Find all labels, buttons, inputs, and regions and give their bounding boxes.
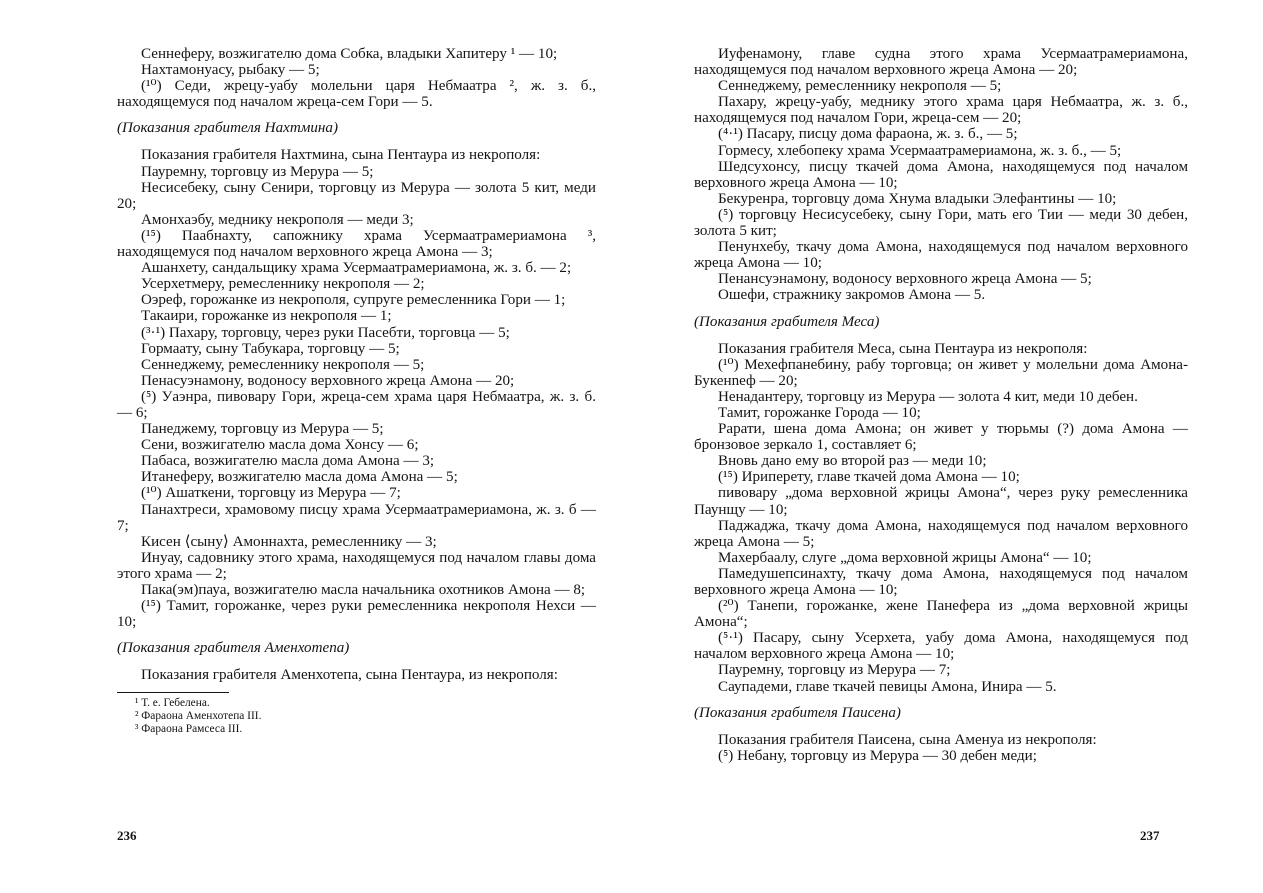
section-heading: (Показания грабителя Нахтмина) [117, 120, 338, 137]
text-line: Показания грабителя Меса, сына Пентаура из некрополя: [718, 340, 1088, 357]
text-line: Панеджему, торговцу из Мерура — 5; [141, 421, 384, 438]
text-line: Гормесу, хлебопеку храма Усермаатрамериамона, ж. з. б., — 5; [718, 142, 1122, 159]
text-line: (⁵·¹) Пасару, сыну Усерхета, уабу дома Амона, находящемуся под началом верховного жреца Амона — 10; [694, 630, 1188, 663]
footnote: ³ Фараона Рамсеса III. [135, 723, 243, 736]
text-line: Такаири, горожанке из некрополя — 1; [141, 308, 392, 325]
text-line: Тамит, горожанке Города — 10; [718, 404, 921, 421]
text-line: Шедсухонсу, писцу ткачей дома Амона, находящемуся под началом верховного жреца Амона — 10; [694, 158, 1188, 191]
text-line: (¹⁰) Мехефпанебину, рабу торговца; он живет у молельни дома Амона-Букенnеф — 20; [694, 356, 1188, 389]
section-heading: (Показания грабителя Аменхотепа) [117, 640, 350, 657]
footnote-divider [117, 692, 229, 693]
text-line: Пенансуэнамону, водоносу верховного жреца Амона — 5; [718, 271, 1092, 288]
text-line: Панахтреси, храмовому писцу храма Усермаатрамериамона, ж. з. б — 7; [117, 501, 596, 534]
text-line: (¹⁰) Ашаткени, торговцу из Мерура — 7; [141, 485, 401, 502]
text-line: Сеннеджему, ремесленнику некрополя — 5; [718, 78, 1002, 95]
text-line: Рарати, шена дома Амона; он живет у тюрьмы (?) дома Амона — бронзовое зеркало 1, составляет 6; [694, 421, 1188, 454]
text-line: Паджаджа, ткачу дома Амона, находящемуся под началом верховного жреца Амона — 5; [694, 517, 1188, 550]
text-line: Ошефи, стражнику закромов Амона — 5. [718, 287, 986, 304]
left-page [0, 0, 631, 893]
section-heading: (Показания грабителя Меса) [694, 313, 880, 330]
text-line: (¹⁰) Седи, жрецу-уабу молельни царя Небмаатра ², ж. з. б., находящемуся под началом жреца-сем Гори — 5. [117, 78, 596, 111]
text-line: Показания грабителя Паисена, сына Аменуа из некрополя: [718, 731, 1097, 748]
text-line: Саупадеми, главе ткачей певицы Амона, Инира — 5. [718, 678, 1057, 695]
text-line: (³·¹) Пахару, торговцу, через руки Пасебти, торговца — 5; [141, 324, 510, 341]
text-line: Пауремну, торговцу из Мерура — 5; [141, 163, 374, 180]
text-line: Гормаату, сыну Табукара, торговцу — 5; [141, 340, 400, 357]
text-line: Показания грабителя Нахтмина, сына Пентаура из некрополя: [141, 147, 541, 164]
text-line: (¹⁵) Паабнахту, сапожнику храма Усермаатрамериамона ³, находящемуся под началом верховного жреца Амона — 3; [117, 227, 596, 261]
text-line: (⁵) торговцу Несисусебеку, сыну Гори, мать его Тии — меди 30 дебен, золота 5 кит; [694, 206, 1188, 240]
text-line: Амонхаэбу, меднику некрополя — меди 3; [141, 211, 414, 228]
text-line: (¹⁵) Ириперету, главе ткачей дома Амона — 10; [718, 469, 1020, 486]
page-number: 237 [1140, 828, 1160, 843]
text-line: Сеннеджему, ремесленнику некрополя — 5; [141, 356, 425, 373]
section-heading: (Показания грабителя Паисена) [694, 704, 901, 721]
text-line: (⁴·¹) Пасару, писцу дома фараона, ж. з. б., — 5; [718, 126, 1018, 143]
text-line: Бекуренра, торговцу дома Хнума владыки Элефантины — 10; [718, 190, 1117, 207]
right-page [632, 0, 1263, 893]
text-line: (⁵) Небану, торговцу из Мерура — 30 дебен меди; [718, 747, 1037, 764]
text-line: Кисен ⟨сыну⟩ Амоннахта, ремесленнику — 3; [141, 533, 437, 550]
text-line: Показания грабителя Аменхотепа, сына Пентаура, из некрополя: [141, 667, 558, 684]
text-line: Нахтамонуасу, рыбаку — 5; [141, 62, 320, 79]
text-line: (⁵) Уаэнра, пивовару Гори, жреца-сем храма царя Небмаатра, ж. з. б. — 6; [117, 388, 596, 421]
text-line: Оэреф, горожанке из некрополя, супруге ремесленника Гори — 1; [141, 292, 566, 309]
text-line: Несисебеку, сыну Сенири, торговцу из Мерура — золота 5 кит, меди 20; [117, 179, 596, 212]
text-line: Ненадантеру, торговцу из Мерура — золота 4 кит, меди 10 дебен. [718, 388, 1138, 405]
text-line: Пенасуэнамону, водоносу верховного жреца Амона — 20; [141, 372, 515, 389]
text-line: Иуфенамону, главе судна этого храма Усермаатрамериамона, находящемуся под началом верховного жреца Амона — 20; [694, 46, 1188, 79]
text-line: Пауремну, торговцу из Мерура — 7; [718, 662, 951, 679]
text-line: (²⁰) Танепи, горожанке, жене Панефера из „дома верховной жрицы Амона“; [694, 598, 1188, 631]
text-line: Пахару, жрецу-уабу, меднику этого храма царя Небмаатра, ж. з. б., находящемуся под началом Гори, жреца-сем — 20; [694, 94, 1188, 127]
text-line: Усерхетмеру, ремесленнику некрополя — 2; [141, 276, 425, 293]
text-line: Пенунхебу, ткачу дома Амона, находящемуся под началом верховного жреца Амона — 10; [694, 239, 1188, 272]
text-line: Памедушепсинахту, ткачу дома Амона, находящемуся под началом верховного жреца Амона — 10; [694, 565, 1188, 598]
text-line: Сени, возжигателю масла дома Хонсу — 6; [141, 437, 419, 454]
text-line: Пабаса, возжигателю масла дома Амона — 3; [141, 453, 435, 470]
page-number: 236 [117, 828, 137, 843]
left-page-text [117, 46, 596, 736]
text-line: пивовару „дома верховной жрицы Амона“, через руку ремесленника Паунщу — 10; [694, 485, 1188, 518]
text-line: Итанеферу, возжигателю масла дома Амона — 5; [141, 469, 458, 486]
footnote: ¹ Т. е. Гебелена. [135, 697, 210, 710]
footnote: ² Фараона Аменхотепа III. [135, 710, 262, 723]
text-line: Инуау, садовнику этого храма, находящемуся под началом главы дома этого храма — 2; [117, 549, 596, 582]
text-line: Махербаалу, слуге „дома верховной жрицы Амона“ — 10; [718, 549, 1092, 566]
text-line: Ашанхету, сандальщику храма Усермаатрамериамона, ж. з. б. — 2; [141, 260, 572, 277]
text-line: (¹⁵) Тамит, горожанке, через руки ремесленника некрополя Нехси — 10; [117, 598, 596, 631]
text-line: Сеннеферу, возжигателю дома Собка, владыки Хапитеру ¹ — 10; [141, 46, 558, 62]
text-line: Вновь дано ему во второй раз — меди 10; [718, 453, 987, 470]
right-page-text [694, 46, 1188, 764]
text-line: Пака(эм)пауа, возжигателю масла начальника охотников Амона — 8; [141, 582, 586, 598]
